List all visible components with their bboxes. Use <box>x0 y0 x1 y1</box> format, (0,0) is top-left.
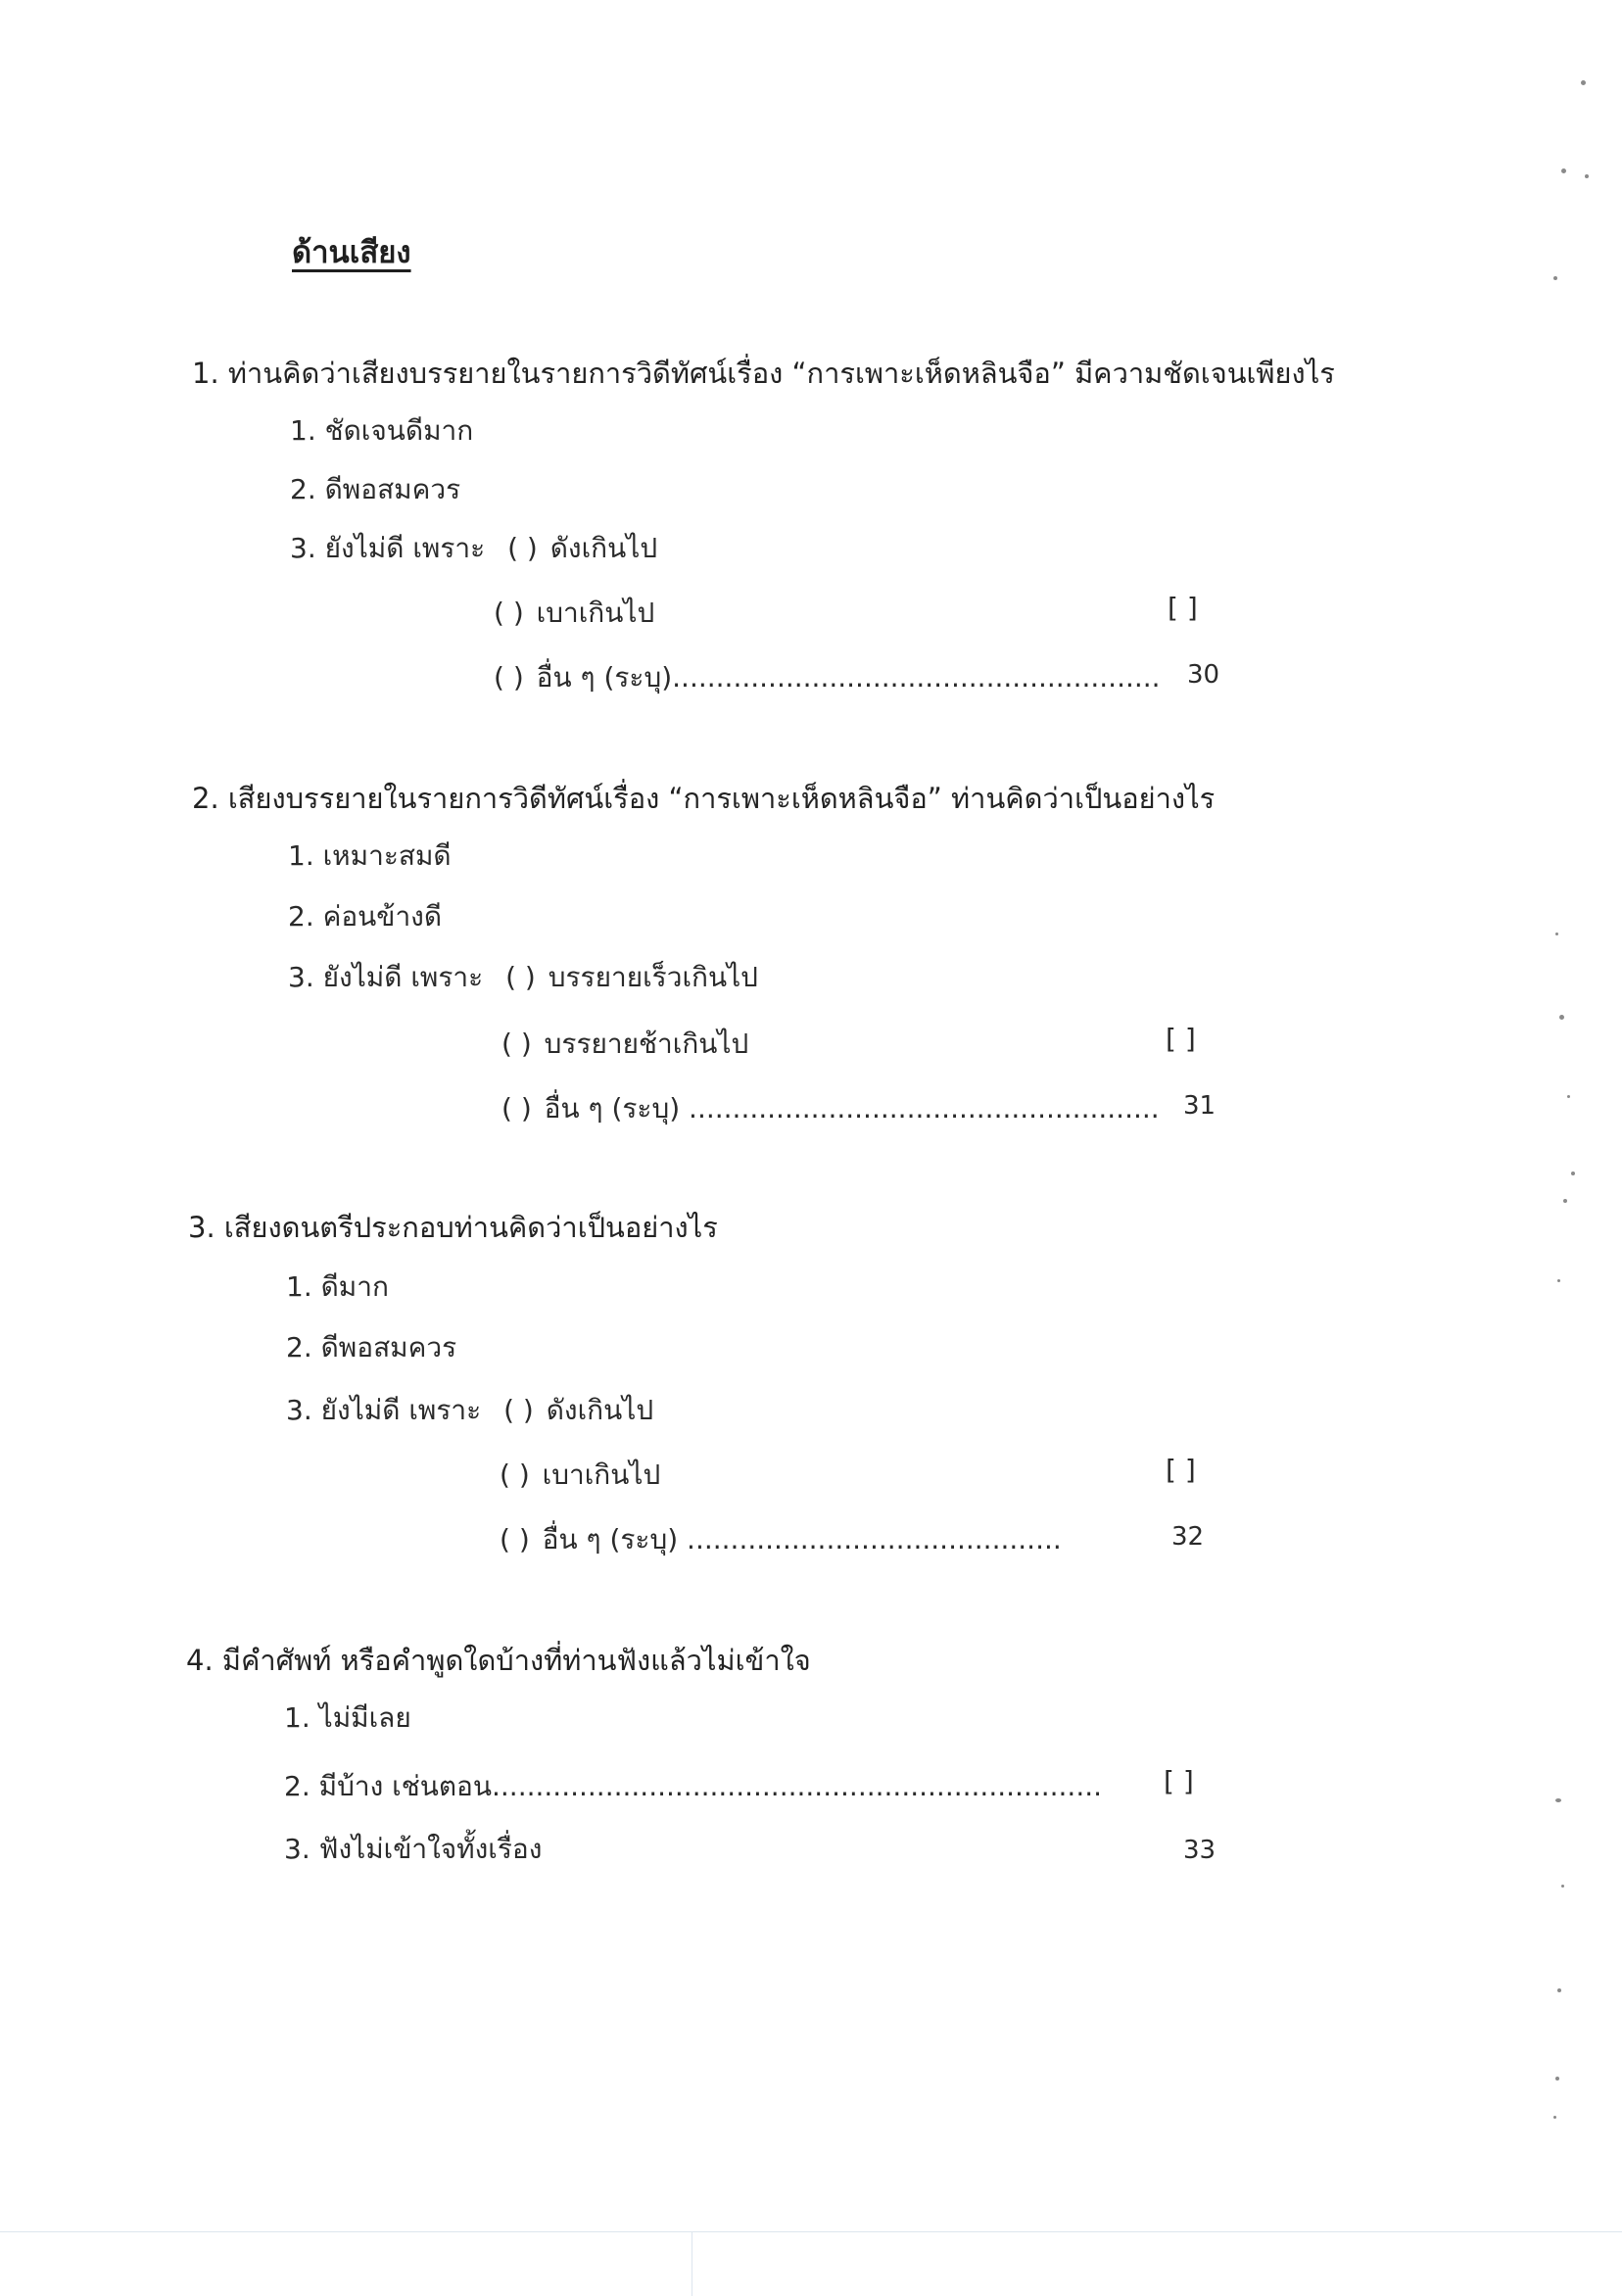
question-3-option-2: 2. ดีพอสมควร <box>286 1331 457 1363</box>
question-1-answer-box[interactable]: [ ] <box>1168 592 1198 624</box>
question-2-option-2: 2. ค่อนข้างดี <box>288 900 443 933</box>
scan-speck <box>1571 1172 1575 1175</box>
question-1-option-1: 1. ชัดเจนดีมาก <box>290 414 474 447</box>
question-2-option-1: 1. เหมาะสมดี <box>288 839 452 872</box>
reason-checkbox[interactable]: ( ) <box>494 661 524 694</box>
question-4-answer-box[interactable]: [ ] <box>1164 1765 1194 1797</box>
scan-speck <box>1561 168 1566 173</box>
reason-checkbox[interactable]: ( ) <box>505 961 536 993</box>
scan-speck <box>1563 1199 1567 1203</box>
question-3-option-3 <box>286 1389 653 1432</box>
question-3-text: 3. เสียงดนตรีประกอบท่านคิดว่าเป็นอย่างไร <box>188 1211 718 1244</box>
scan-speck <box>1585 174 1589 178</box>
reason-label: อื่น ๆ (ระบุ) ...................................................... <box>544 1092 1160 1124</box>
reason-label: เบาเกินไป <box>536 597 655 629</box>
question-4-option-1: 1. ไม่มีเลย <box>284 1701 411 1734</box>
question-2-answer-box[interactable]: [ ] <box>1166 1023 1196 1055</box>
reason-label: ดังเกินไป <box>546 1394 654 1426</box>
scan-speck <box>1555 2077 1559 2081</box>
question-2-code: 31 <box>1183 1091 1216 1121</box>
scan-speck <box>1555 933 1558 935</box>
reason-checkbox[interactable]: ( ) <box>500 1459 530 1491</box>
question-1-text: 1. ท่านคิดว่าเสียงบรรยายในรายการวิดีทัศน์เรื่อง “การเพาะเห็ดหลินจือ” มีความชัดเจนเพียงไร <box>192 357 1335 390</box>
question-1-reason-2 <box>494 592 654 635</box>
option-3-prefix: 3. ยังไม่ดี เพราะ <box>288 961 484 993</box>
question-1-reason-3 <box>494 656 1161 699</box>
reason-label: อื่น ๆ (ระบุ)........................................................ <box>536 661 1161 694</box>
question-1-option-2: 2. ดีพอสมควร <box>290 473 461 505</box>
scan-speck <box>1581 80 1586 85</box>
question-4-option-3: 3. ฟังไม่เข้าใจทั้งเรื่อง <box>284 1833 543 1865</box>
question-3-reason-2 <box>500 1454 660 1497</box>
scan-speck <box>1555 1798 1561 1802</box>
scan-speck <box>1557 1279 1560 1282</box>
reason-label: อื่น ๆ (ระบุ) ........................................... <box>542 1523 1062 1555</box>
reason-checkbox[interactable]: ( ) <box>501 1028 532 1060</box>
reason-label: ดังเกินไป <box>549 532 658 564</box>
scan-speck <box>1553 2116 1556 2119</box>
scan-speck <box>1557 1988 1561 1992</box>
footer-rule <box>0 2231 1622 2232</box>
question-3-code: 32 <box>1171 1522 1205 1552</box>
question-1-code: 30 <box>1187 660 1220 690</box>
reason-checkbox[interactable]: ( ) <box>501 1092 532 1124</box>
reason-checkbox[interactable]: ( ) <box>500 1523 530 1555</box>
option-3-prefix: 3. ยังไม่ดี เพราะ <box>290 532 486 564</box>
question-2-reason-3 <box>501 1087 1160 1130</box>
reason-checkbox[interactable]: ( ) <box>503 1394 534 1426</box>
question-2-text: 2. เสียงบรรยายในรายการวิดีทัศน์เรื่อง “การเพาะเห็ดหลินจือ” ท่านคิดว่าเป็นอย่างไร <box>192 782 1216 815</box>
reason-checkbox[interactable]: ( ) <box>507 532 538 564</box>
reason-checkbox[interactable]: ( ) <box>494 597 524 629</box>
scan-speck <box>1559 1015 1564 1020</box>
scan-speck <box>1567 1095 1570 1098</box>
reason-label: บรรยายเร็วเกินไป <box>548 961 758 993</box>
option-3-prefix: 3. ยังไม่ดี เพราะ <box>286 1394 482 1426</box>
reason-label: บรรยายช้าเกินไป <box>544 1028 749 1060</box>
question-1-option-3 <box>290 527 657 570</box>
question-3-option-1: 1. ดีมาก <box>286 1270 389 1303</box>
question-3-answer-box[interactable]: [ ] <box>1166 1454 1196 1486</box>
question-4-text: 4. มีคำศัพท์ หรือคำพูดใดบ้างที่ท่านฟังแล้วไม่เข้าใจ <box>186 1644 811 1677</box>
question-2-option-3 <box>288 956 758 999</box>
scan-speck <box>1553 276 1557 280</box>
section-heading: ด้านเสียง <box>292 235 411 270</box>
reason-label: เบาเกินไป <box>542 1459 661 1491</box>
question-4-option-2: 2. มีบ้าง เช่นตอน...................................................................... <box>284 1770 1103 1802</box>
question-2-reason-2 <box>501 1023 748 1066</box>
question-3-reason-3 <box>500 1518 1062 1561</box>
scan-speck <box>1561 1885 1564 1888</box>
question-4-code: 33 <box>1183 1836 1216 1865</box>
